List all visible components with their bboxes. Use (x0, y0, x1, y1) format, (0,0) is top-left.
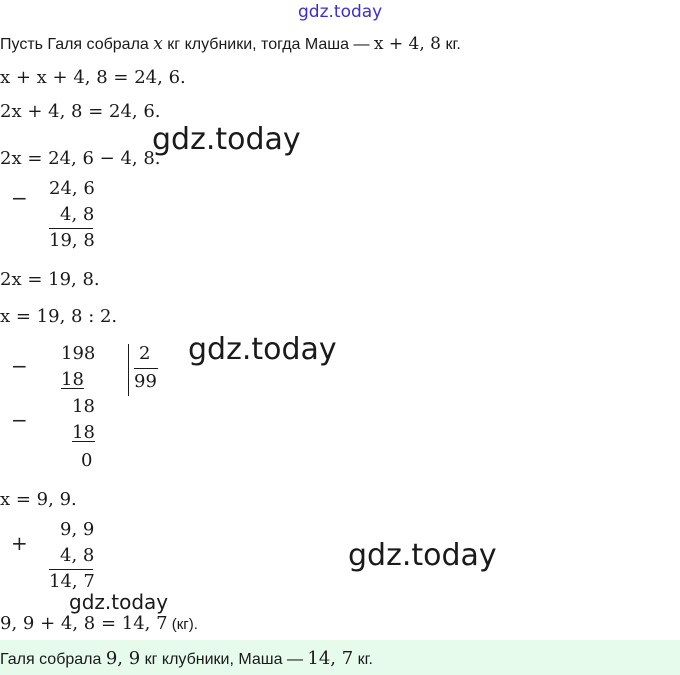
intro-variable: x (153, 34, 163, 54)
watermark-3: gdz.today (348, 538, 497, 573)
watermark-4: gdz.today (69, 590, 169, 614)
addition-term-2: 4, 8 (60, 545, 95, 566)
division-quotient: 99 (134, 371, 157, 392)
equation-line-3: 2x = 24, 6 − 4, 8. (0, 148, 161, 169)
division-dividend: 198 (61, 343, 96, 364)
addition-term-1: 9, 9 (60, 519, 95, 540)
division-divisor: 2 (139, 343, 151, 364)
division-bracket (128, 344, 129, 396)
division-subtract-2: 18 (72, 422, 95, 443)
equation-line-6: x = 9, 9. (0, 489, 77, 510)
subtraction-sign: − (11, 186, 28, 210)
division-remainder-2: 0 (81, 450, 93, 471)
answer-band (0, 640, 680, 675)
division-quotient-rule (134, 368, 158, 369)
addition-sign: + (11, 531, 28, 555)
watermark-2: gdz.today (188, 332, 337, 367)
intro-expression: x + 4, 8 (373, 34, 442, 54)
answer-value-1: 9, 9 (105, 648, 141, 669)
watermark-1: gdz.today (152, 122, 301, 157)
intro-text-a: Пусть Галя собрала (0, 36, 154, 53)
equation-line-1: x + x + 4, 8 = 24, 6. (0, 67, 186, 88)
equation-line-7 (0, 613, 198, 634)
division-subtract-1: 18 (61, 369, 84, 390)
intro-line (0, 34, 461, 54)
equation-line-2: 2x + 4, 8 = 24, 6. (0, 101, 161, 122)
addition-result: 14, 7 (49, 571, 95, 592)
division-minus-2: − (11, 408, 28, 432)
intro-text-c: кг. (441, 36, 461, 53)
intro-text-b: кг клубники, тогда Маша — (162, 36, 374, 53)
division-minus-1: − (11, 354, 28, 378)
final-unit: (кг). (167, 616, 198, 633)
subtraction-result: 19, 8 (49, 230, 95, 251)
watermark-top: gdz.today (298, 2, 383, 22)
equation-line-4: 2x = 19, 8. (0, 269, 100, 290)
answer-value-2: 14, 7 (307, 648, 354, 669)
addition-rule (49, 569, 93, 570)
equation-line-5: x = 19, 8 : 2. (0, 306, 118, 327)
subtraction-minuend: 24, 6 (49, 178, 95, 199)
division-remainder-1: 18 (72, 396, 95, 417)
final-computation: 9, 9 + 4, 8 = 14, 7 (0, 613, 168, 634)
answer-text-c: кг. (353, 651, 373, 668)
answer-line (0, 648, 373, 669)
answer-text-b: кг клубники, Маша — (140, 651, 308, 668)
answer-text-a: Галя собрала (0, 651, 106, 668)
subtraction-subtrahend: 4, 8 (60, 204, 95, 225)
subtraction-rule (49, 228, 93, 229)
